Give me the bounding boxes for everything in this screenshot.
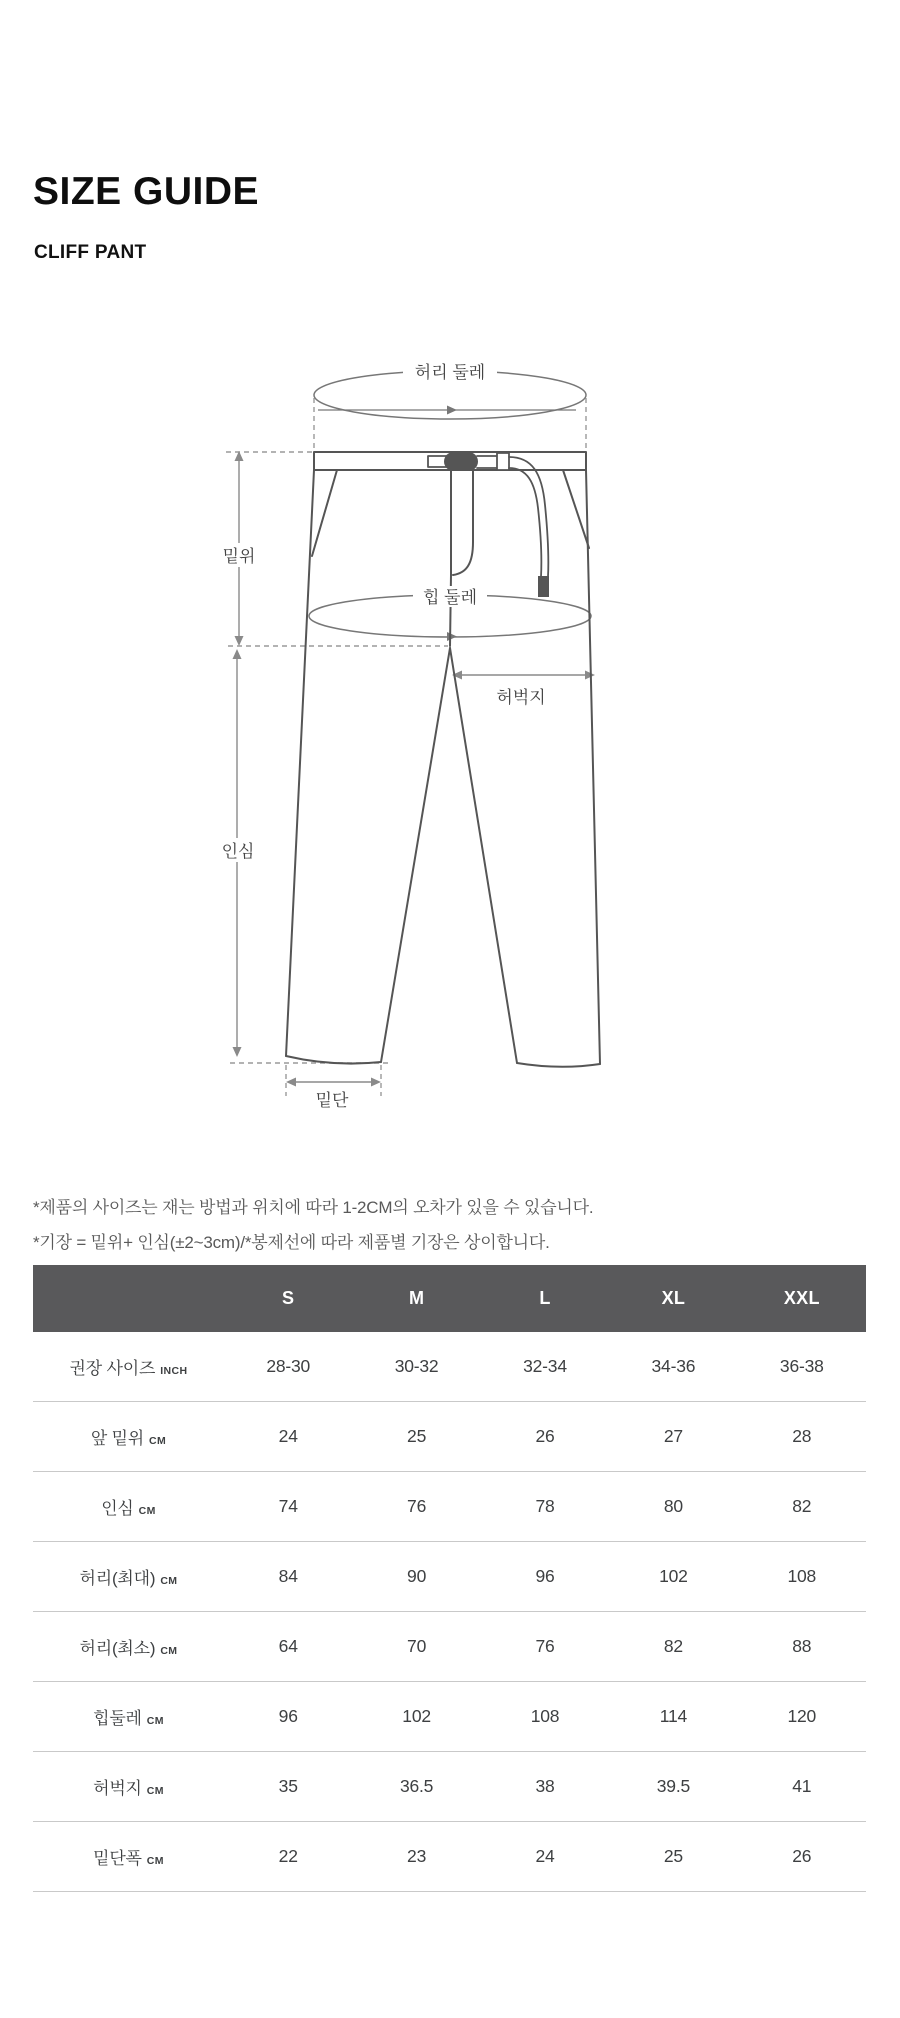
size-value-cell: 28 (792, 1426, 812, 1446)
right-leg-hem (517, 1063, 600, 1067)
inseam-arrow-up (233, 649, 242, 659)
hip-girth-arrowhead (447, 632, 457, 641)
right-pocket-line (563, 470, 589, 548)
size-value-cell: 120 (787, 1706, 817, 1726)
header-size-m: M (408, 1288, 425, 1308)
size-value-cell: 76 (535, 1636, 555, 1656)
row-label: 권장 사이즈 INCH (69, 1359, 188, 1378)
size-value-cell: 22 (278, 1846, 298, 1866)
row-label: 허리(최대) CM (79, 1569, 178, 1588)
size-value-cell: 24 (278, 1426, 298, 1446)
size-table-header (33, 1265, 866, 1332)
belt-loop (497, 453, 509, 470)
size-value-cell: 96 (278, 1706, 298, 1726)
left-leg-outer-seam (286, 470, 314, 1056)
table-row (33, 1682, 866, 1752)
belt-strap-inner (509, 468, 541, 577)
size-value-cell: 90 (407, 1566, 427, 1586)
belt-strap-outer (509, 457, 548, 577)
size-value-cell: 76 (407, 1496, 427, 1516)
hem-label: 밑단 (315, 1091, 349, 1110)
rise-label: 밑위 (222, 547, 256, 566)
row-label: 허벅지 CM (93, 1779, 164, 1798)
size-value-cell: 70 (407, 1636, 427, 1656)
table-row (33, 1612, 866, 1682)
disclaimer-notes (33, 1190, 593, 1260)
size-value-cell: 84 (278, 1566, 298, 1586)
rise-arrow-down (235, 636, 244, 646)
waist-girth-arrowhead (447, 406, 457, 415)
size-value-cell: 102 (402, 1706, 431, 1726)
size-value-cell: 108 (530, 1706, 560, 1726)
size-value-cell: 34-36 (651, 1356, 696, 1376)
left-leg-inseam (381, 648, 450, 1062)
size-value-cell: 108 (787, 1566, 817, 1586)
page-title: SIZE GUIDE (33, 170, 260, 213)
size-value-cell: 64 (278, 1636, 298, 1656)
row-label: 앞 밑위 CM (90, 1429, 167, 1448)
right-leg-outer-seam (586, 470, 600, 1064)
inseam-arrow-down (233, 1047, 242, 1057)
size-value-cell: 39.5 (656, 1776, 691, 1796)
size-value-cell: 35 (278, 1776, 298, 1796)
header-size-s: S (282, 1288, 295, 1308)
row-label: 힙둘레 CM (93, 1709, 164, 1728)
hip-label: 힙 둘레 (423, 588, 477, 607)
table-row (33, 1402, 866, 1472)
size-value-cell: 23 (407, 1846, 427, 1866)
size-value-cell: 38 (535, 1776, 555, 1796)
thigh-label: 허벅지 (496, 688, 546, 707)
table-row (33, 1822, 866, 1892)
size-value-cell: 26 (535, 1426, 555, 1446)
size-value-cell: 74 (278, 1496, 298, 1516)
size-value-cell: 114 (659, 1706, 688, 1726)
belt-buckle (444, 452, 478, 471)
size-table-body (33, 1332, 866, 1892)
hem-arrow-right (371, 1078, 381, 1087)
table-row (33, 1472, 866, 1542)
inseam-label: 인심 (221, 842, 255, 861)
size-value-cell: 80 (663, 1496, 683, 1516)
size-value-cell: 30-32 (394, 1356, 439, 1376)
size-value-cell: 27 (663, 1426, 683, 1446)
waist-label: 허리 둘레 (414, 363, 486, 382)
size-value-cell: 41 (792, 1776, 812, 1796)
size-value-cell: 28-30 (266, 1356, 311, 1376)
size-value-cell: 26 (792, 1846, 812, 1866)
left-pocket-line (312, 470, 337, 556)
size-value-cell: 82 (663, 1636, 683, 1656)
size-value-cell: 36-38 (779, 1356, 824, 1376)
row-label: 밑단폭 CM (93, 1849, 164, 1868)
right-leg-inseam (450, 648, 517, 1063)
header-size-xl: XL (661, 1288, 686, 1308)
hem-arrow-left (286, 1078, 296, 1087)
header-size-xxl: XXL (783, 1288, 820, 1308)
table-row (33, 1332, 866, 1402)
header-size-l: L (539, 1288, 551, 1308)
table-row (33, 1542, 866, 1612)
row-label: 허리(최소) CM (79, 1639, 178, 1658)
center-front-seam (450, 575, 451, 646)
size-value-cell: 88 (792, 1636, 812, 1656)
size-value-cell: 96 (535, 1566, 555, 1586)
product-name: CLIFF PANT (34, 242, 147, 263)
left-leg-hem (286, 1056, 381, 1064)
size-value-cell: 82 (792, 1496, 812, 1516)
disclaimer-line-2: *기장 = 밑위+ 인심(±2~3cm)/*봉제선에 따라 제품별 기장은 상이합니다. (33, 1233, 550, 1252)
belt-strap-tip (538, 576, 549, 597)
size-value-cell: 32-34 (523, 1356, 567, 1376)
size-value-cell: 25 (407, 1426, 427, 1446)
row-label: 인심 CM (101, 1499, 156, 1518)
size-value-cell: 102 (659, 1566, 688, 1586)
table-row (33, 1752, 866, 1822)
fly-right-line (453, 470, 473, 575)
size-value-cell: 36.5 (399, 1776, 434, 1796)
size-value-cell: 25 (663, 1846, 683, 1866)
size-value-cell: 78 (535, 1496, 555, 1516)
size-value-cell: 24 (535, 1846, 555, 1866)
disclaimer-line-1: *제품의 사이즈는 재는 방법과 위치에 따라 1-2CM의 오차가 있을 수 있습니다. (33, 1198, 594, 1217)
size-table (33, 1265, 866, 1892)
